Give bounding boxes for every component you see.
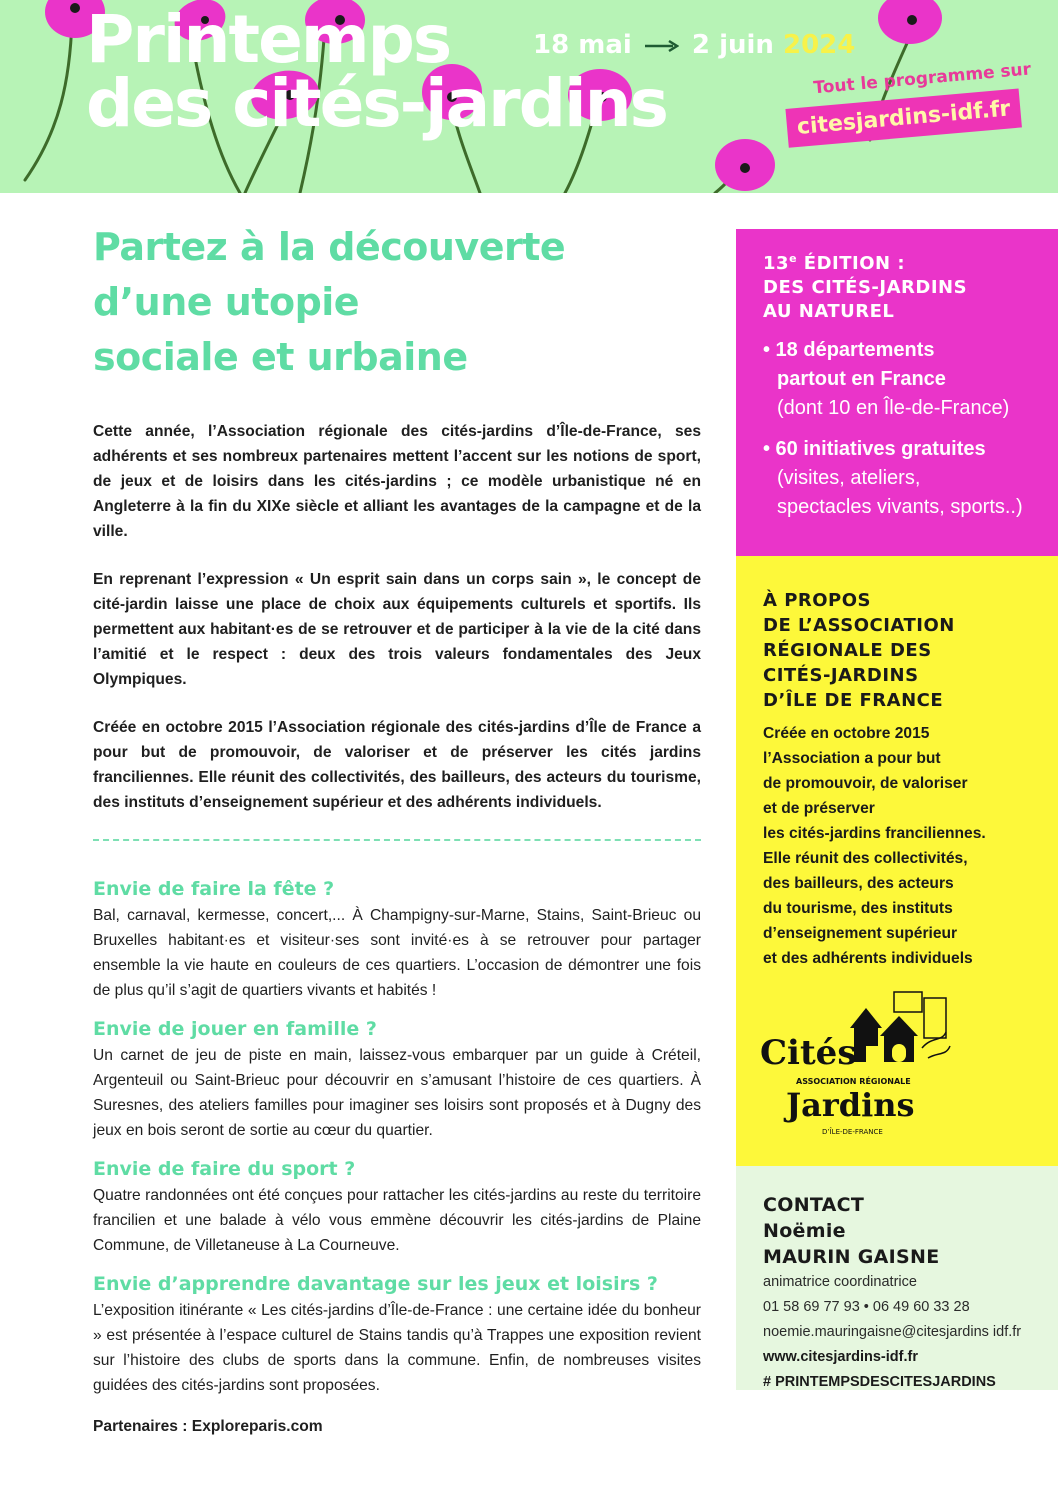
program-site-link[interactable]: citesjardins-idf.fr (785, 89, 1021, 148)
partners-line: Partenaires : Exploreparis.com (93, 1418, 323, 1435)
logo-word-jardins: Jardins (786, 1086, 915, 1124)
date-end: 2 juin (691, 30, 774, 60)
section-heading-fete: Envie de faire la fête ? (93, 878, 335, 900)
concept-paragraph: En reprenant l’expression « Un esprit sain dans un corps sain », le concept de cité-jardin laisse une place de choix aux équipements culturels et sportifs. Ils permettent aux habitant·es de se retrouver et de participer à la vie de la cité dans l’amitié et le respect : deux des trois valeurs fondamentales des Jeux Olympiques. (93, 571, 701, 688)
bullet-departements (763, 336, 1038, 423)
about-heading-line: D’ÎLE DE FRANCE (763, 690, 944, 711)
bullet-bold: • 60 initiatives gratuites (763, 438, 986, 460)
edition-number: 13 (763, 253, 790, 274)
program-label: Tout le programme sur (812, 59, 1032, 99)
contact-name-first: Noëmie (763, 1220, 846, 1242)
bullet-detail: spectacles vivants, sports..) (777, 496, 1023, 518)
edition-sup: e (789, 252, 798, 265)
edition-line-2: DES CITÉS-JARDINS (763, 277, 968, 298)
about-heading-line: CITÉS-JARDINS (763, 665, 919, 686)
about-text-line: d’enseignement supérieur (763, 925, 958, 942)
event-title (86, 1, 667, 142)
contact-name-last: MAURIN GAISNE (763, 1246, 940, 1268)
section-text-fete: Bal, carnaval, kermesse, concert,... À Champigny-sur-Marne, Stains, Saint-Brieuc ou Bruxelles habitant·es et visiteur·ses sont invité·es à se retrouver pour partager ensemble la vie haute en couleurs de ces quartiers. L’occasion de démontrer une fois de plus qu’il s’agit de quartiers vivants et habités ! (93, 907, 701, 999)
contact-phones[interactable]: 01 58 69 77 93 • 06 49 60 33 28 (763, 1299, 970, 1315)
bullet-bold: • 18 départements (763, 339, 935, 361)
logo-association-label: ASSOCIATION RÉGIONALE (796, 1077, 911, 1086)
intro-paragraph: Cette année, l’Association régionale des cités-jardins d’Île-de-France, ses adhérents et ses nombreux partenaires mettent l’accent sur les notions de sport, de jeux et de loisirs dans les cités-jardins ; ce modèle urbanistique né en Angleterre à la fin du XIXe siècle et alliant les avantages de la campagne et de la ville. (93, 423, 701, 540)
bullet-initiatives (763, 435, 1038, 522)
contact-hashtag: # PRINTEMPSDESCITESJARDINS (763, 1374, 996, 1390)
about-text-line: l’Association a pour but (763, 750, 941, 767)
logo-word-cites: Cités (760, 1033, 857, 1073)
section-text-loisirs: L’exposition itinérante « Les cités-jardins d’Île-de-France : une certaine idée du bonheur » est présentée à l’espace culturel de Stains tandis qu’à Trappes une exposition revient sur l’histoire des clubs de sports dans la commune. Enfin, de nombreuses visites guidées des cités-jardins sont proposées. (93, 1302, 701, 1394)
about-text-line: de promouvoir, de valoriser (763, 775, 968, 792)
about-text (763, 721, 1038, 971)
edition-line-1 (763, 247, 1038, 276)
about-heading-line: RÉGIONALE DES (763, 640, 932, 661)
edition-heading (763, 247, 1038, 324)
event-dates (533, 30, 855, 60)
contact-heading (763, 1192, 1038, 1270)
headline-line: Partez à la découverte (93, 225, 566, 269)
about-text-line: du tourisme, des instituts (763, 900, 953, 917)
edition-line-3: AU NATUREL (763, 301, 895, 322)
association-paragraph: Créée en octobre 2015 l’Association régionale des cités-jardins d’Île de France a pour but de promouvoir, de valoriser et de préserver les cités jardins franciliennes. Elle réunit des collectivités, des bailleurs, des acteurs du tourisme, des instituts d’enseignement supérieur et des adhérents individuels. (93, 719, 701, 811)
contact-email[interactable]: noemie.mauringaisne@citesjardins idf.fr (763, 1324, 1022, 1340)
about-text-line: les cités-jardins franciliennes. (763, 825, 986, 842)
about-heading-line: DE L’ASSOCIATION (763, 615, 955, 636)
edition-label: ÉDITION : (797, 253, 906, 274)
about-text-line: des bailleurs, des acteurs (763, 875, 954, 892)
dotted-divider (93, 839, 701, 841)
section-heading-famille: Envie de jouer en famille ? (93, 1018, 377, 1040)
section-text-famille: Un carnet de jeu de piste en main, laissez-vous embarquer par un guide à Créteil, Argenteuil ou Saint-Brieuc pour découvrir en s’amusant l’histoire de ces quartiers. À Suresnes, des ateliers familles pour imaginer ses loisirs sont proposés et à Dugny des jeux en bois seront de sortie au cœur du quartier. (93, 1047, 701, 1139)
association-logo (756, 986, 956, 1146)
edition-box (736, 229, 1058, 556)
contact-role: animatrice coordinatrice (763, 1274, 917, 1290)
arrow-right-icon (645, 39, 679, 53)
about-text-line: Elle réunit des collectivités, (763, 850, 968, 867)
main-column (93, 220, 701, 1436)
contact-box (736, 1166, 1058, 1390)
bullet-detail: (dont 10 en Île-de-France) (777, 397, 1010, 419)
about-text-line: et des adhérents individuels (763, 950, 973, 967)
section-text-sport: Quatre randonnées ont été conçues pour rattacher les cités-jardins au reste du territoire francilien et une balade à vélo vous emmène découvrir les cités-jardins de Plaine Commune, de Villetaneuse à La Courneuve. (93, 1187, 701, 1254)
header-banner (0, 0, 1058, 193)
about-heading (763, 588, 1038, 713)
contact-website-link[interactable]: www.citesjardins-idf.fr (763, 1349, 918, 1365)
logo-region-label: D’ÎLE-DE-FRANCE (822, 1128, 883, 1136)
about-text-line: Créée en octobre 2015 (763, 725, 930, 742)
headline-line: d’une utopie (93, 280, 360, 324)
date-start: 18 mai (533, 30, 632, 60)
title-line-2: des cités-jardins (86, 65, 667, 142)
section-heading-sport: Envie de faire du sport ? (93, 1158, 356, 1180)
bullet-detail: (visites, ateliers, (777, 467, 921, 489)
section-heading-loisirs: Envie d’apprendre davantage sur les jeux et loisirs ? (93, 1273, 658, 1295)
about-text-line: et de préserver (763, 800, 875, 817)
about-heading-line: À PROPOS (763, 590, 872, 611)
bullet-bold: partout en France (777, 368, 946, 390)
headline (93, 220, 701, 385)
event-year: 2024 (782, 30, 856, 60)
about-box (736, 556, 1058, 1166)
headline-line: sociale et urbaine (93, 335, 468, 379)
title-line-1: Printemps (86, 1, 451, 78)
contact-heading-line: CONTACT (763, 1194, 865, 1216)
